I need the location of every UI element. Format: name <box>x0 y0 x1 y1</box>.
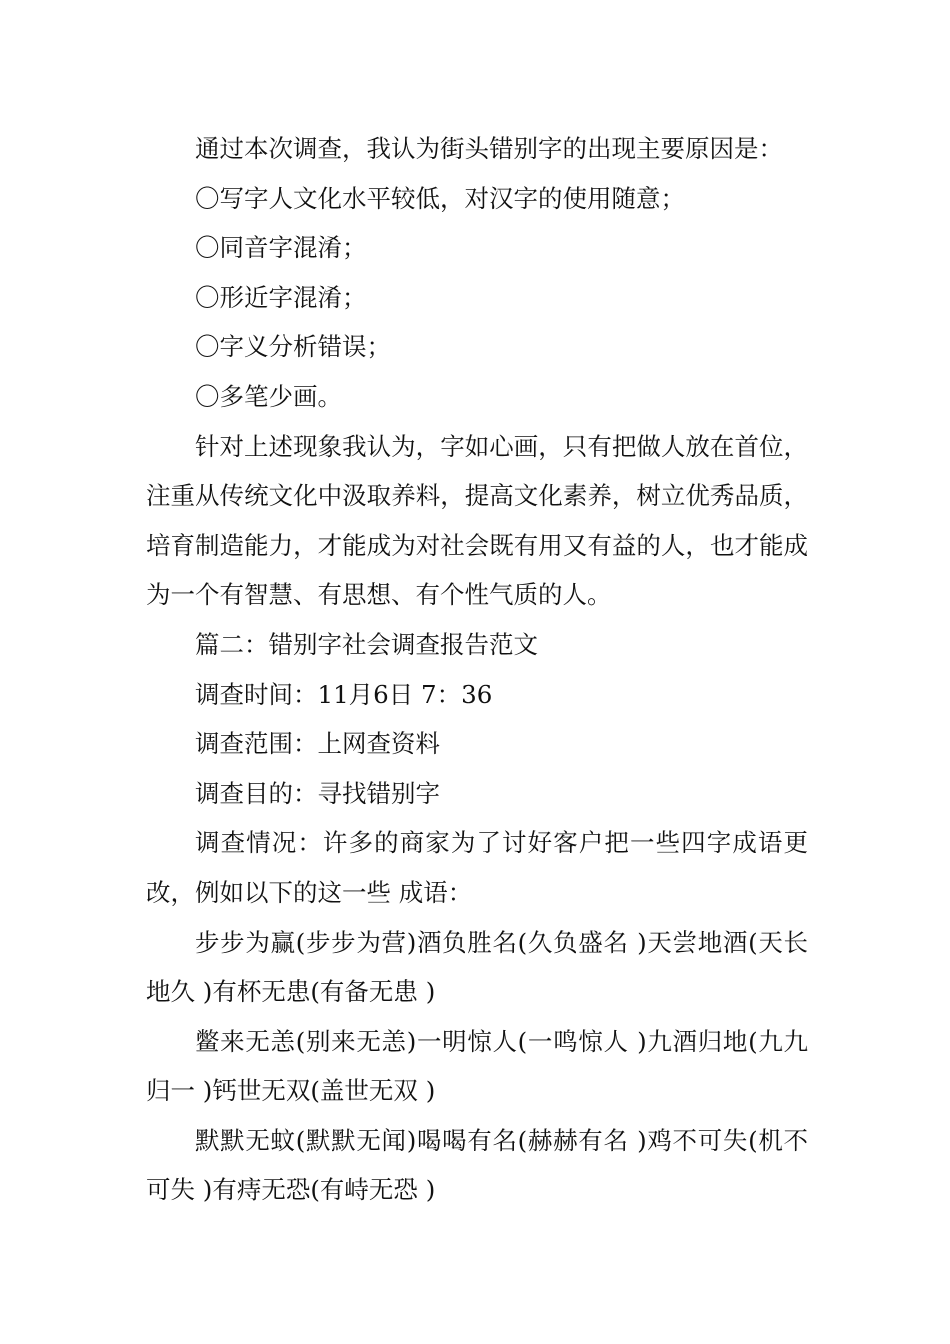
list-item-reason-2: 〇同音字混淆； <box>195 233 367 263</box>
section-title: 篇二：错别字社会调查报告范文 <box>195 629 538 659</box>
list-item-reason-5: 〇多笔少画。 <box>195 381 342 411</box>
idiom-list-1: 步步为赢(步步为营)酒负胜名(久负盛名 )天尝地酒(天长地久 )有杯无患(有备无患 ) <box>146 927 808 1007</box>
idiom-list-2: 鳖来无恙(别来无恙)一明惊人(一鸣惊人 )九酒归地(九九归一 )钙世无双(盖世无双 ) <box>146 1026 808 1106</box>
list-item-reason-3: 〇形近字混淆； <box>195 282 367 312</box>
paragraph-intro: 通过本次调查，我认为街头错别字的出现主要原因是： <box>195 134 783 163</box>
document-body <box>146 124 808 1215</box>
list-item-reason-4: 〇字义分析错误； <box>195 332 391 362</box>
survey-scope: 调查范围：上网查资料 <box>195 729 440 759</box>
idiom-list-3: 默默无蚊(默默无闻)喝喝有名(赫赫有名 )鸡不可失(机不可失 )有痔无恐(有峙无恐 ) <box>146 1125 808 1205</box>
survey-time: 调查时间：11月6日 7：36 <box>195 679 493 709</box>
list-item-reason-1: 〇写字人文化水平较低，对汉字的使用随意； <box>195 183 685 213</box>
survey-situation: 调查情况：许多的商家为了讨好客户把一些四字成语更改，例如以下的这一些 成语： <box>146 828 808 907</box>
paragraph-conclusion: 针对上述现象我认为，字如心画，只有把做人放在首位，注重从传统文化中汲取养料，提高文化素养，树立优秀品质，培育制造能力，才能成为对社会既有用又有益的人，也才能成为一个有智慧、有思想、有个性气质的人。 <box>146 431 808 610</box>
survey-purpose: 调查目的：寻找错别字 <box>195 778 440 808</box>
